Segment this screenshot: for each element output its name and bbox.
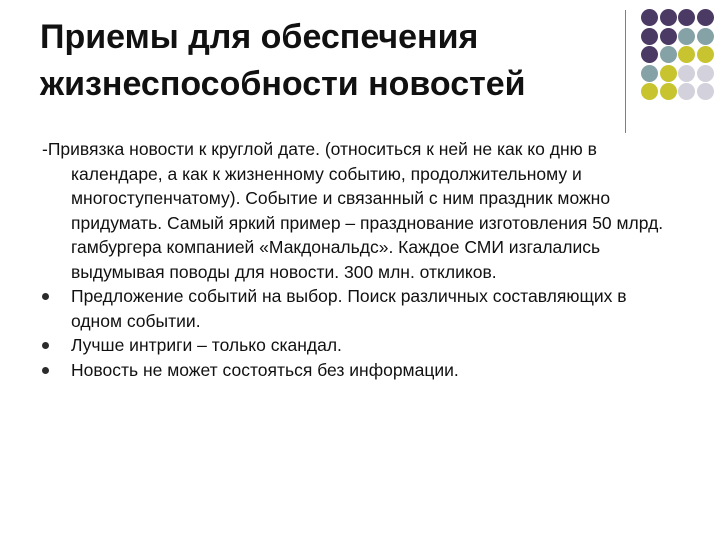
decorative-dot — [697, 9, 714, 26]
decorative-dot — [660, 28, 677, 45]
slide-body — [42, 137, 672, 382]
slide-title-line: жизнеспособности новостей — [40, 65, 526, 103]
decorative-dot — [660, 65, 677, 82]
decorative-dot — [678, 65, 695, 82]
decorative-dot — [697, 28, 714, 45]
decorative-dot — [660, 83, 677, 100]
bullet-item — [42, 284, 672, 333]
decorative-dot — [678, 46, 695, 63]
bullet-item-text: Новость не может состояться без информации. — [71, 359, 459, 380]
decorative-dot — [678, 28, 695, 45]
bullet-dot-icon — [42, 342, 49, 349]
bullet-dot-icon — [42, 367, 49, 374]
decorative-dot — [697, 46, 714, 63]
bullet-dot-icon — [42, 293, 49, 300]
decorative-dot — [641, 46, 658, 63]
decorative-dot — [678, 9, 695, 26]
decorative-dot — [660, 46, 677, 63]
slide-title — [40, 14, 620, 108]
decorative-dot — [641, 83, 658, 100]
bullet-item-text: Лучше интриги – только скандал. — [71, 335, 342, 355]
title-divider-line — [625, 10, 626, 133]
bullet-item-text: Предложение событий на выбор. Поиск различных составляющих в одном событии. — [71, 286, 627, 331]
body-paragraph-date-anchoring: -Привязка новости к круглой дате. (относиться к ней не как ко дню в календаре, а как к жизненному событию, продолжительному и многоступенчатому). Событие и связанный с ним праздник можно придумать. Самый яркий пример – празднование изготовления 50 млрд. гамбургера компанией «Макдональдс». Каждое СМИ изгалались выдумывая поводы для новости. 300 млн. откликов. — [42, 139, 664, 282]
decorative-dot — [641, 28, 658, 45]
decorative-dot — [660, 9, 677, 26]
slide-title-line: Приемы для обеспечения — [40, 18, 479, 56]
decorative-dot — [697, 83, 714, 100]
decorative-dot — [641, 65, 658, 82]
bullet-item — [42, 333, 672, 358]
bullet-item — [42, 358, 672, 383]
decorative-dot — [697, 65, 714, 82]
decorative-dot — [678, 83, 695, 100]
decorative-dot — [641, 9, 658, 26]
decorative-dot-grid — [641, 9, 716, 109]
